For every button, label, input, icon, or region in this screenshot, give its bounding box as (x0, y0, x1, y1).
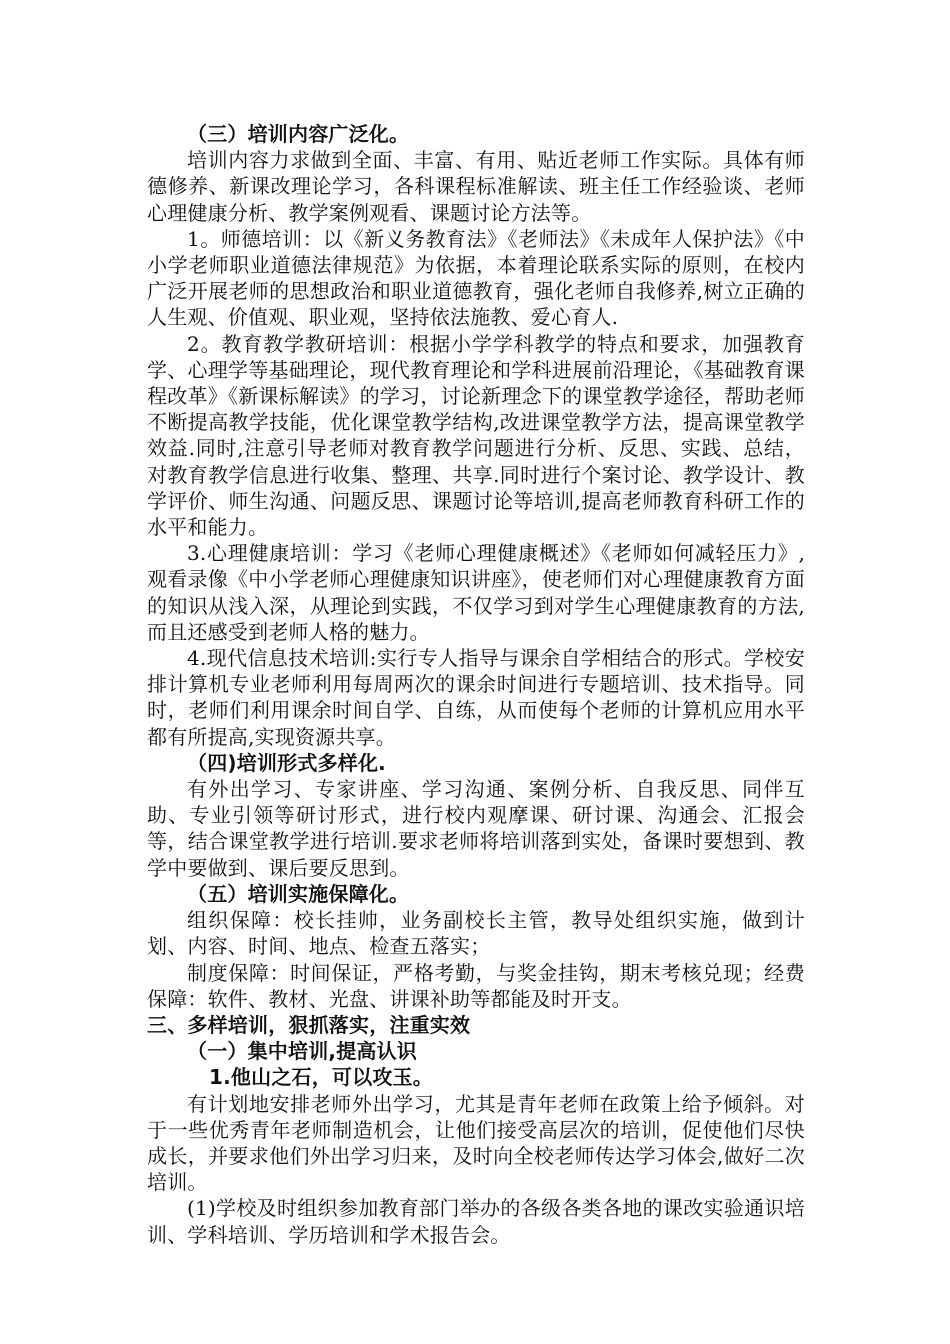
heading-section-5: （五）培训实施保障化。 (187, 881, 410, 906)
paragraph-mental-health-training: 3.心理健康培训：学习《老师心理健康概述》《老师如何减轻压力》,观看录像《中小学老师心理健康知识讲座》，使老师们对心理健康教育方面的知识从浅入深，从理论到实践，不仅学习到对学生心理健康教育的方法,而且还感受到老师人格的魅力。 (147, 541, 805, 644)
paragraph-teaching-training: 2。教育教学教研培训：根据小学学科教学的特点和要求，加强教育学、心理学等基础理论，现代教育理论和学科进展前沿理论，《基础教育课程改革》《新课标解读》的学习，讨论新理念下的课堂教学途径，帮助老师不断提高教学技能，优化课堂教学结构,改进课堂教学方法，提高课堂教学效益.同时,注意引导老师对教育教学问题进行分析、反思、实践、总结，对教育教学信息进行收集、整理、共享.同时进行个案讨论、教学设计、教学评价、师生沟通、问题反思、课题讨论等培训,提高老师教育科研工作的水平和能力。 (147, 331, 805, 540)
heading-subsection-1: （一）集中培训,提高认识 (187, 1039, 417, 1064)
paragraph-it-training: 4.现代信息技术培训:实行专人指导与课余自学相结合的形式。学校安排计算机专业老师利用每周两次的课余时间进行专题培训、技术指导。同时，老师们利用课余时间自学、自练，从而使每个老师的计算机应用水平都有所提高,实现资源共享。 (147, 646, 805, 749)
paragraph-ethics-training: 1。师德培训：以《新义务教育法》《老师法》《未成年人保护法》《中小学老师职业道德法律规范》为依据，本着理论联系实际的原则，在校内广泛开展老师的思想政治和职业道德教育，强化老师自我修养,树立正确的人生观、价值观、职业观，坚持依法施教、爱心育人. (147, 226, 805, 330)
paragraph-item-1-detail: (1)学校及时组织参加教育部门举办的各级各类各地的课改实验通识培训、学科培训、学历培训和学术报告会。 (147, 1196, 805, 1247)
paragraph-training-forms: 有外出学习、专家讲座、学习沟通、案例分析、自我反思、同伴互助、专业引领等研讨形式，进行校内观摩课、研讨课、沟通会、汇报会等，结合课堂教学进行培训.要求老师将培训落到实处，备课时要想到、教学中要做到、课后要反思到。 (147, 777, 805, 880)
paragraph-system-guarantee: 制度保障：时间保证，严格考勤，与奖金挂钩，期末考核兑现；经费保障：软件、教材、光盘、讲课补助等都能及时开支。 (147, 960, 805, 1011)
paragraph-organization-guarantee: 组织保障：校长挂帅，业务副校长主管，教导处组织实施，做到计划、内容、时间、地点、检查五落实； (147, 908, 805, 959)
paragraph-external-study: 有计划地安排老师外出学习，尤其是青年老师在政策上给予倾斜。对于一些优秀青年老师制造机会，让他们接受高层次的培训，促使他们尽快成长，并要求他们外出学习归来，及时向全校老师传达学习体会,做好二次培训。 (147, 1091, 805, 1195)
heading-part-3: 三、多样培训，狠抓落实，注重实效 (147, 1012, 471, 1037)
document-page (147, 121, 805, 1248)
heading-section-3: （三）培训内容广泛化。 (187, 122, 410, 146)
heading-item-1: 1.他山之石，可以攻玉。 (209, 1065, 433, 1090)
paragraph-content-overview: 培训内容力求做到全面、丰富、有用、贴近老师工作实际。具体有师德修养、新课改理论学习，各科课程标准解读、班主任工作经验谈、老师心理健康分析、教学案例观看、课题讨论方法等。 (147, 148, 805, 225)
heading-section-4: （四)培训形式多样化. (187, 750, 386, 775)
